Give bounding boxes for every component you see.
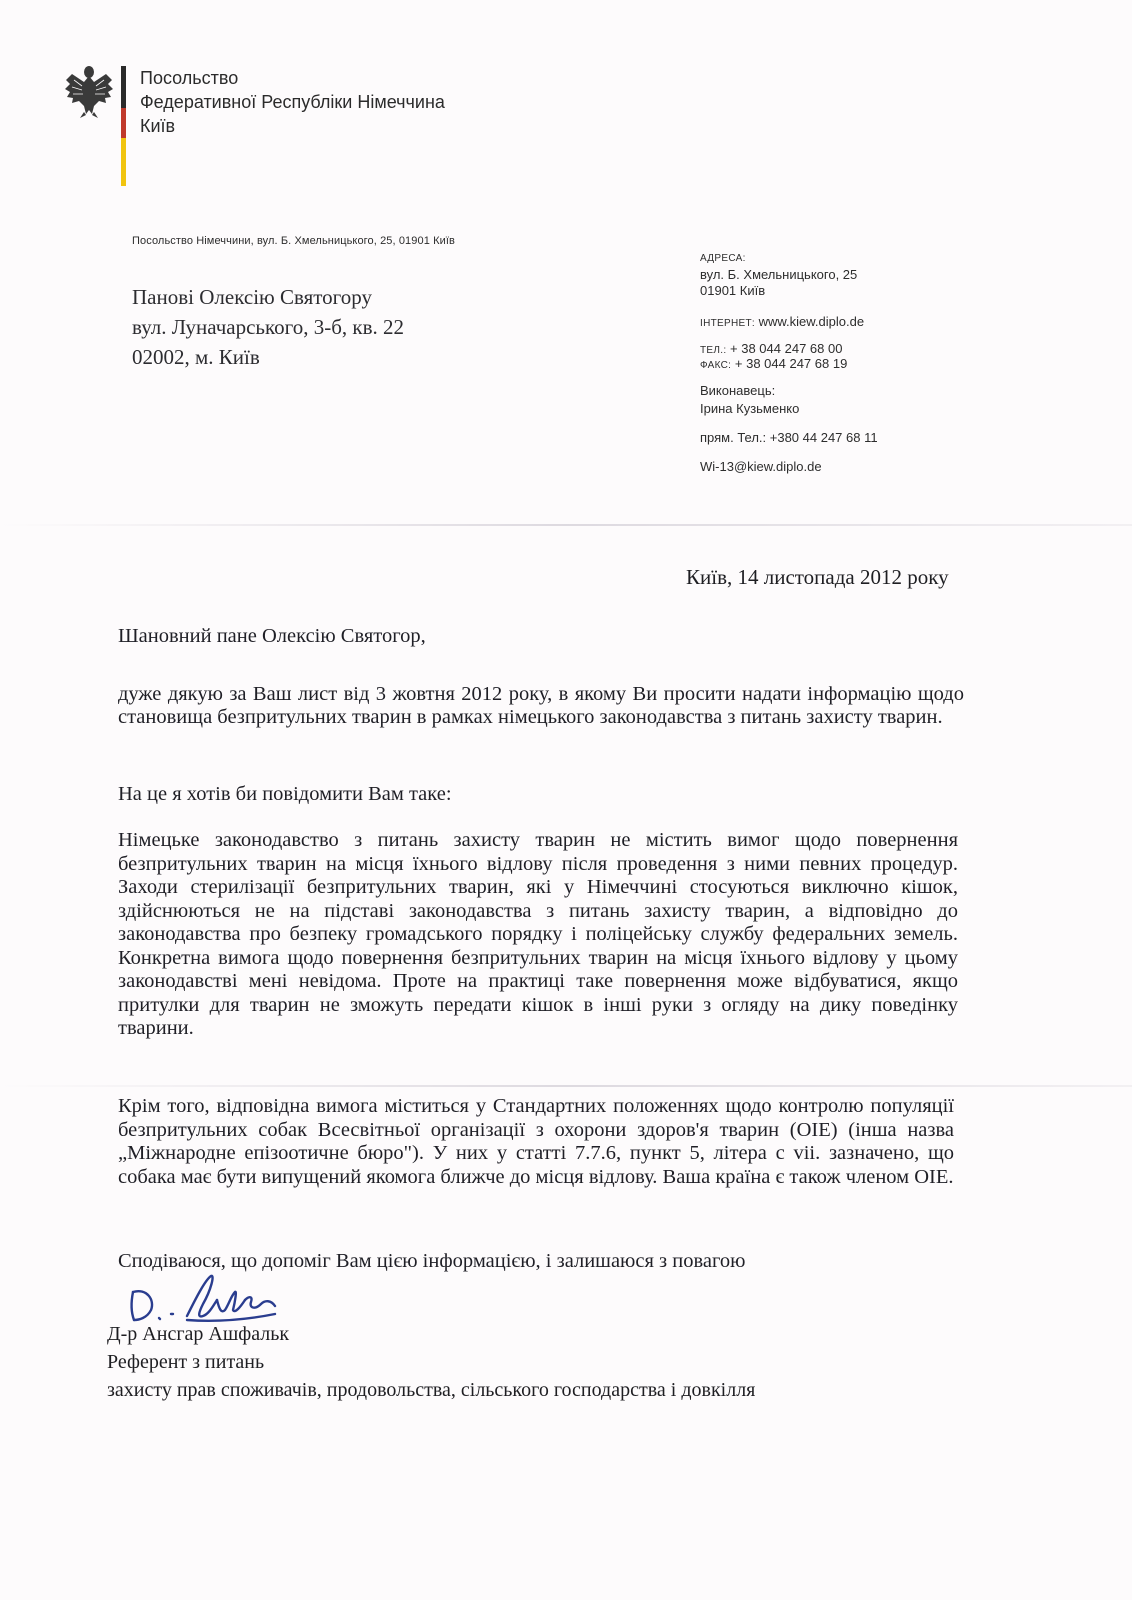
- internet-label: ІНТЕРНЕТ:: [700, 318, 755, 329]
- signer-name: Д-р Ансгар Ашфальк: [107, 1323, 290, 1345]
- org-line-3: Київ: [140, 116, 176, 136]
- direct-tel: прям. Тел.: +380 44 247 68 11: [700, 430, 878, 445]
- address-line-1: вул. Б. Хмельницького, 25: [700, 267, 858, 282]
- signer-title: Референт з питань: [107, 1351, 265, 1373]
- recipient-street: вул. Луначарського, 3-б, кв. 22: [132, 315, 404, 339]
- address-label: АДРЕСА:: [700, 253, 746, 264]
- paragraph-2: На це я хотів би повідомити Вам таке:: [118, 783, 452, 805]
- paragraph-3: Німецьке законодавство з питань захисту тварин не містить вимог щодо повернення безпритульних тварин на місця їхнього відлову після проведення з ними певних процедур. Заходи стерилізації безпритульних тварин, які у Німеччині стосуються виключно кішок, здійснюються не на підставі законодавства з питань захисту тварин, а відповідно до законодавства про безпеку громадського порядку і поліцейську службу федеральних земель. Конкретна вимога щодо повернення безпритульних тварин на місця їхнього відлову у цьому законодавстві мені невідома. Проте на практиці таке повернення може відбуватися, якщо притулки для тварин не зможуть передати кішок в інші руки з огляду на дику поведінку тварини.: [118, 829, 958, 1039]
- letter-date: Київ, 14 листопада 2012 року: [686, 565, 949, 589]
- email-address: Wi-13@kiew.diplo.de: [700, 459, 822, 474]
- contact-block: [700, 253, 878, 474]
- eagle-emblem-icon: [64, 62, 114, 120]
- internet-value: www.kiew.diplo.de: [758, 314, 865, 329]
- sender-return-address: Посольство Німеччини, вул. Б. Хмельницького, 25, 01901 Київ: [132, 235, 455, 247]
- fax-label: ФАКС:: [700, 360, 732, 371]
- fax-row: [700, 356, 878, 371]
- organization-name: [140, 66, 445, 138]
- recipient-name: Панові Олексію Святогору: [132, 285, 372, 309]
- org-line-2: Федеративної Республіки Німеччина: [140, 92, 445, 112]
- flag-bar-yellow: [121, 138, 126, 186]
- paragraph-4: Крім того, відповідна вимога міститься у Стандартних положеннях щодо контролю популяції безпритульних собак Всесвітньої організації з охорони здоров'я тварин (OIE) (інша назва „Міжнародне епізоотичне бюро"). У них у статті 7.7.6, пункт 5, літера с vii. зазначено, що собака має бути випущений якомога ближче до місця відлову. Ваша країна є також членом OIE.: [118, 1095, 954, 1188]
- recipient-address: [132, 282, 404, 372]
- recipient-city: 02002, м. Київ: [132, 345, 260, 369]
- greeting: Шановний пане Олексію Святогор,: [118, 625, 426, 647]
- internet-row: [700, 314, 878, 329]
- tel-label: ТЕЛ.:: [700, 345, 727, 356]
- paper-fold-line: [0, 1085, 1132, 1087]
- tel-value: + 38 044 247 68 00: [730, 341, 843, 356]
- fax-value: + 38 044 247 68 19: [734, 356, 848, 371]
- flag-bar-red: [121, 108, 126, 138]
- executor-name: Ірина Кузьменко: [700, 401, 800, 416]
- address-line-2: 01901 Київ: [700, 283, 766, 298]
- org-line-1: Посольство: [140, 68, 239, 88]
- executor-label: Виконавець:: [700, 383, 776, 398]
- paper-fold-line: [0, 524, 1132, 526]
- tel-row: [700, 341, 878, 356]
- signer-department: захисту прав споживачів, продовольства, сільського господарства і довкілля: [107, 1379, 756, 1401]
- closing-paragraph: Сподіваюся, що допоміг Вам цією інформацією, і залишаюся з повагою: [118, 1250, 746, 1272]
- signature-block: [107, 1320, 755, 1404]
- paragraph-1: дуже дякую за Ваш лист від 3 жовтня 2012 року, в якому Ви просити надати інформацію щодо становища безпритульних тварин в рамках німецького законодавства з питань захисту тварин.: [118, 683, 964, 728]
